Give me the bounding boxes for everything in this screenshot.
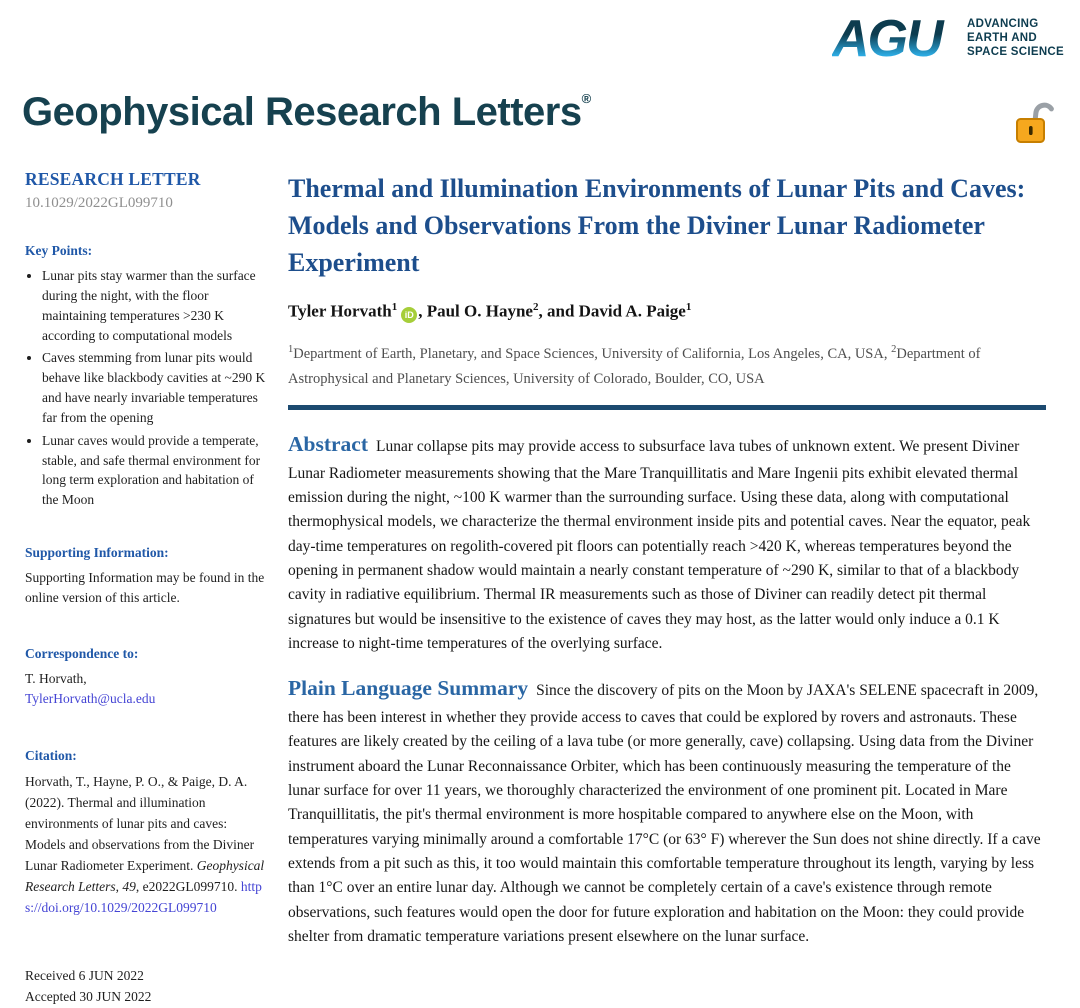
author-affiliation-sup: 1 bbox=[685, 300, 692, 313]
author-name: Tyler Horvath bbox=[288, 301, 392, 321]
agu-letters: AGU bbox=[832, 10, 942, 66]
masthead bbox=[0, 0, 1080, 78]
affiliation-text: Department of Astrophysical and Planetary Sciences, University of Colorado, Boulder, CO, USA bbox=[288, 346, 981, 387]
agu-tagline-line: SPACE SCIENCE bbox=[967, 46, 1064, 58]
author-name: David A. Paige bbox=[578, 301, 686, 321]
article-dates bbox=[25, 965, 266, 1008]
author-name: Paul O. Hayne bbox=[426, 301, 533, 321]
plain-language-summary-heading: Plain Language Summary bbox=[288, 676, 529, 701]
authors-separator: , bbox=[418, 301, 427, 321]
article-doi: 10.1029/2022GL099710 bbox=[25, 195, 173, 211]
citation-part3: , e2022GL099710. bbox=[135, 878, 241, 894]
correspondence-heading: Correspondence to: bbox=[25, 645, 139, 661]
received-date: Received 6 JUN 2022 bbox=[25, 967, 144, 983]
supporting-information-text: Supporting Information may be found in the online version of this article. bbox=[25, 570, 265, 606]
citation-heading: Citation: bbox=[25, 748, 77, 764]
registered-trademark: ® bbox=[581, 91, 591, 106]
correspondence-email-link[interactable]: TylerHorvath@ucla.edu bbox=[25, 690, 156, 706]
authors-line bbox=[288, 301, 1046, 324]
article-type-label: RESEARCH LETTER bbox=[25, 169, 201, 189]
citation-volume: 49 bbox=[122, 878, 136, 894]
citation-doi-link[interactable]: https://doi.org/10.1029/2022GL099710 bbox=[25, 878, 262, 915]
journal-name bbox=[22, 90, 591, 135]
abstract-text: Lunar collapse pits may provide access to subsurface lava tubes of unknown extent. We present Diviner Lunar Radiometer measurements showing that the Mare Tranquillitatis and Mare Ingenii pits exhibit elevated thermal emission during the night, ~100 K warmer than the surrounding surface. Using these data, along with computational thermophysical models, we characterize the thermal environment inside pits and potential caves. Near the equator, peak day-time temperatures on regolith-covered pit floors can potentially reach >420 K, whereas temperatures beyond the opening in permanent shadow would maintain a nearly constant temperature of ~290 K, similar to that of a blackbody cavity in radiative equilibrium. Thermal IR measurements such as those of Diviner can readily detect pit thermal signatures but would be insensitive to the existence of caves they may host, as the latter would only induce a 0.1 K increase to night-time temperatures of the overlying surface. bbox=[288, 437, 1031, 653]
author-affiliation-sup: 2 bbox=[532, 300, 539, 313]
abstract-paragraph bbox=[288, 428, 1046, 656]
journal-name-text: Geophysical Research Letters bbox=[22, 90, 582, 134]
affiliations bbox=[288, 341, 1046, 391]
citation-part2: , bbox=[115, 878, 123, 894]
key-point-item: • Lunar pits stay warmer than the surface during the night, with the floor maintaining temperatures >230 K according to computational models bbox=[42, 266, 266, 345]
agu-tagline bbox=[967, 17, 1064, 59]
correspondence-name: T. Horvath, bbox=[25, 670, 87, 686]
affiliation-text: Department of Earth, Planetary, and Space Sciences, University of California, Los Angeles, CA, USA, bbox=[293, 346, 892, 363]
key-points-list bbox=[25, 266, 266, 510]
authors-separator: , and bbox=[538, 301, 579, 321]
citation-part1: Horvath, T., Hayne, P. O., & Paige, D. A. (2022). Thermal and illumination environments of lunar pits and caves: Models and observations from the Diviner Lunar Radiometer Experiment. bbox=[25, 774, 255, 873]
article-main bbox=[288, 169, 1046, 1008]
accepted-date: Accepted 30 JUN 2022 bbox=[25, 989, 152, 1005]
agu-logo-letters-icon bbox=[832, 10, 960, 66]
key-point-item: • Caves stemming from lunar pits would behave like blackbody cavities at ~290 K and have nearly invariable temperatures far from the opening bbox=[42, 348, 266, 427]
agu-tagline-line: EARTH AND bbox=[967, 31, 1038, 44]
journal-title-row bbox=[0, 90, 1080, 153]
sidebar bbox=[25, 169, 266, 1008]
open-access-lock-icon bbox=[1012, 100, 1060, 153]
supporting-information-heading: Supporting Information: bbox=[25, 545, 169, 561]
content-columns bbox=[0, 153, 1080, 1008]
agu-tagline-line: ADVANCING bbox=[967, 17, 1039, 30]
citation-journal-name: Geophysical Research Letters bbox=[25, 857, 265, 894]
correspondence-block bbox=[25, 669, 266, 710]
key-point-item: • Lunar caves would provide a temperate, stable, and safe thermal environment for long term exploration and habitation of the Moon bbox=[42, 431, 266, 510]
agu-logo bbox=[832, 10, 1064, 66]
plain-language-summary-text: Since the discovery of pits on the Moon by JAXA's SELENE spacecraft in 2009, there has been interest in whether they provide access to caves that could be explored by rovers and astronauts. These features are likely created by the ceiling of a lava tube (or more generally, cave) collapsing. Using data from the Diviner instrument aboard the Lunar Reconnaissance Orbiter, which has been continuously measuring the temperature of the lunar surface for over 11 years, we thoroughly characterized the environment of one prominent pit. Located in Mare Tranquillitatis, the pit's thermal environment is more hospitable compared to anywhere else on the Moon, with temperatures varying minimally around a comfortable 17°C (or 63° F) wherever the Sun does not shine directly. If a cave extends from a pit such as this, it too would maintain this comfortable temperature throughout its length, varying by less than 1°C over an entire lunar day. Although we cannot be completely certain of a cave's existence through remote observations, such features would open the door for future exploration and habitation on the Moon: they could provide shelter from dramatic temperature variations present elsewhere on the lunar surface. bbox=[288, 682, 1041, 946]
affiliation-sup: 1 bbox=[288, 344, 294, 356]
orcid-icon[interactable]: iD bbox=[401, 307, 417, 323]
key-points-heading: Key Points: bbox=[25, 243, 93, 258]
section-divider bbox=[288, 405, 1046, 410]
affiliation-sup: 2 bbox=[891, 344, 897, 356]
author-affiliation-sup: 1 bbox=[391, 300, 398, 313]
article-title: Thermal and Illumination Environments of Lunar Pits and Caves: Models and Observations From the Diviner Lunar Radiometer Experiment bbox=[288, 174, 1026, 277]
plain-language-summary-paragraph bbox=[288, 672, 1046, 949]
citation-text bbox=[25, 772, 266, 918]
abstract-heading: Abstract bbox=[288, 431, 369, 456]
